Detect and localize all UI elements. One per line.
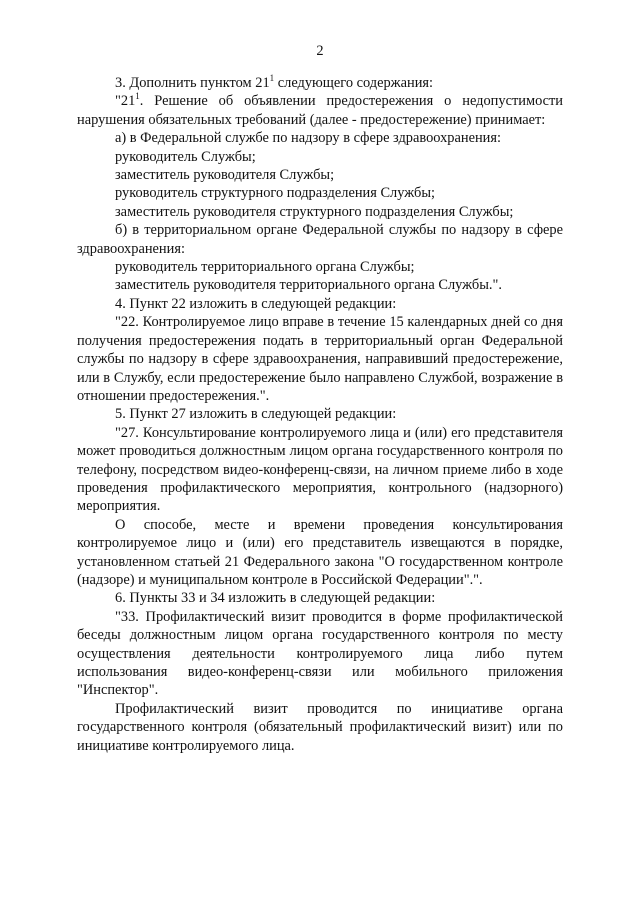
- paragraph-text: следующего содержания:: [274, 75, 434, 91]
- paragraph-text: 3. Дополнить пунктом 21: [115, 75, 270, 91]
- paragraph-subitem-a: а) в Федеральной службе по надзору в сфере здравоохранения:: [115, 130, 502, 147]
- paragraph-item-5: 5. Пункт 27 изложить в следующей редакции:: [115, 406, 397, 423]
- paragraph-list-line: руководитель территориального органа Службы;: [115, 259, 415, 276]
- paragraph-clause-21-1: [77, 92, 563, 129]
- paragraph-list-line: руководитель Службы;: [115, 148, 256, 165]
- paragraph-list-line: заместитель руководителя структурного подразделения Службы;: [115, 203, 514, 220]
- paragraph-item-3: [77, 74, 563, 92]
- superscript: 1: [269, 73, 275, 83]
- paragraph-subitem-b: б) в территориальном органе Федеральной службы по надзору в сфере здравоохранения:: [77, 222, 563, 257]
- paragraph-clause-33: "33. Профилактический визит проводится в форме профилактической беседы должностным лицом органа государственного контроля по месту осуществления деятельности контролируемого лица либо путем использования видео-конференц-связи или мобильного приложения "Инспектор".: [77, 608, 563, 699]
- paragraph-clause-27: "27. Консультирование контролируемого лица и (или) его представителя может проводиться должностным лицом органа государственного контроля по телефону, посредством видео-конференц-связи, на личном приеме либо в ходе проведения профилактического мероприятия, контрольного (надзорного) мероприятия.: [77, 424, 563, 515]
- paragraph-list-line: руководитель структурного подразделения Службы;: [115, 185, 435, 202]
- paragraph-clause-22: "22. Контролируемое лицо вправе в течение 15 календарных дней со дня получения предостережения подать в территориальный орган Федеральной службы по надзору в сфере здравоохранения, направивший предостережение, или в Службу, если предостережение было направлено Службой, возражение в отношении предостережения.".: [77, 314, 563, 404]
- superscript: 1: [135, 91, 140, 102]
- page-number: 2: [316, 43, 324, 59]
- document-body: [77, 74, 563, 755]
- paragraph-text: "21: [115, 93, 136, 110]
- paragraph-list-line: заместитель руководителя Службы;: [115, 167, 335, 184]
- paragraph-visit-initiative: Профилактический визит проводится по инициативе органа государственного контроля (обязательный профилактический визит) или по инициативе контролируемого лица.: [77, 700, 563, 754]
- paragraph-item-6: 6. Пункты 33 и 34 изложить в следующей редакции:: [115, 590, 436, 607]
- paragraph-item-4: 4. Пункт 22 изложить в следующей редакции:: [115, 295, 397, 312]
- paragraph-text: . Решение об объявлении предостережения о недопустимости нарушения обязательных требований (далее - предостережение) принимает:: [77, 93, 563, 128]
- paragraph-list-line: заместитель руководителя территориального органа Службы.".: [115, 277, 502, 294]
- paragraph-consultation-notice: О способе, месте и времени проведения консультирования контролируемое лицо и (или) его представитель извещаются в порядке, установленном статьей 21 Федерального закона "О государственном контроле (надзоре) и муниципальном контроле в Российской Федерации".".: [77, 516, 563, 588]
